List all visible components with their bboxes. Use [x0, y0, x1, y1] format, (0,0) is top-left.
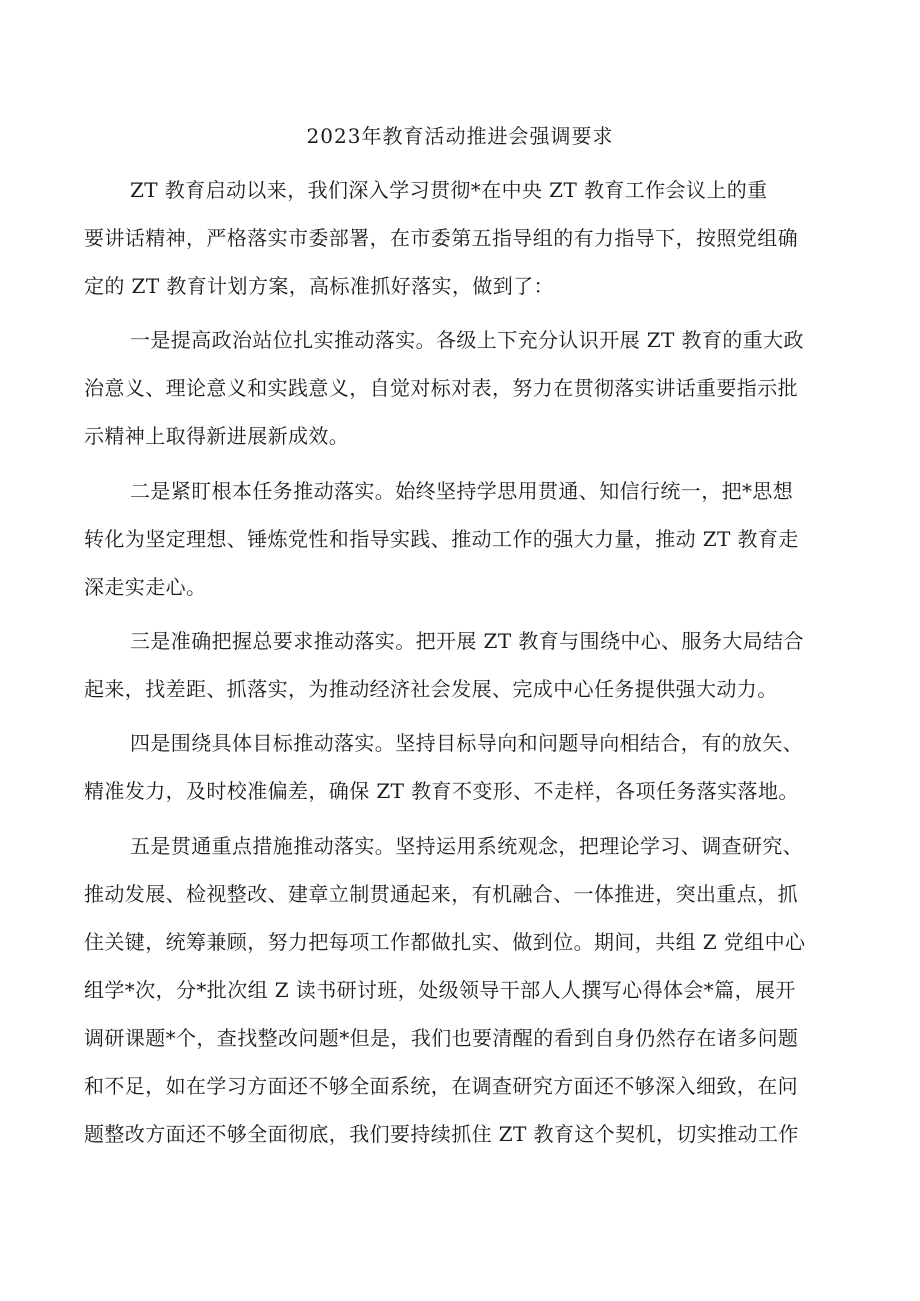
paragraph-line: 住关键，统筹兼顾，努力把每项工作都做扎实、做到位。期间，共组 Z 党组中心 [84, 930, 806, 954]
paragraph-line: 一是提高政治站位扎实推动落实。各级上下充分认识开展 ZT 教育的重大政 [130, 328, 804, 352]
paragraph-line: 四是围绕具体目标推动落实。坚持目标导向和问题导向相结合，有的放矢、 [130, 731, 804, 755]
paragraph-line: 治意义、理论意义和实践意义，自觉对标对表，努力在贯彻落实讲话重要指示批 [84, 376, 798, 400]
document-title: 2023年教育活动推进会强调要求 [306, 124, 614, 148]
paragraph-line: 二是紧盯根本任务推动落实。始终坚持学思用贯通、知信行统一，把*思想 [130, 479, 794, 503]
paragraph-line: 起来，找差距、抓落实，为推动经济社会发展、完成中心任务提供强大动力。 [84, 677, 778, 701]
paragraph-line: 定的 ZT 教育计划方案，高标准抓好落实，做到了： [84, 274, 554, 298]
paragraph-line: 推动发展、检视整改、建章立制贯通起来，有机融合、一体推进，突出重点，抓 [84, 882, 798, 906]
paragraph-line: ZT 教育启动以来，我们深入学习贯彻*在中央 ZT 教育工作会议上的重 [130, 178, 768, 202]
paragraph-line: 精准发力，及时校准偏差，确保 ZT 教育不变形、不走样，各项任务落实落地。 [84, 779, 799, 803]
paragraph-line: 三是准确把握总要求推动落实。把开展 ZT 教育与围绕中心、服务大局结合 [130, 629, 804, 653]
paragraph-line: 调研课题*个，查找整改问题*但是，我们也要清醒的看到自身仍然存在诸多问题 [84, 1026, 799, 1050]
paragraph-line: 转化为坚定理想、锤炼党性和指导实践、推动工作的强大力量，推动 ZT 教育走 [84, 527, 799, 551]
paragraph-line: 题整改方面还不够全面彻底，我们要持续抓住 ZT 教育这个契机，切实推动工作 [84, 1122, 799, 1146]
paragraph-line: 要讲话精神，严格落实市委部署，在市委第五指导组的有力指导下，按照党组确 [84, 226, 798, 250]
paragraph-line: 和不足，如在学习方面还不够全面系统，在调查研究方面还不够深入细致，在问 [84, 1074, 798, 1098]
paragraph-line: 深走实走心。 [84, 575, 207, 599]
paragraph-line: 组学*次，分*批次组 Z 读书研讨班，处级领导干部人人撰写心得体会*篇，展开 [84, 978, 796, 1002]
paragraph-line: 五是贯通重点措施推动落实。坚持运用系统观念，把理论学习、调查研究、 [130, 834, 804, 858]
paragraph-line: 示精神上取得新进展新成效。 [84, 424, 350, 448]
